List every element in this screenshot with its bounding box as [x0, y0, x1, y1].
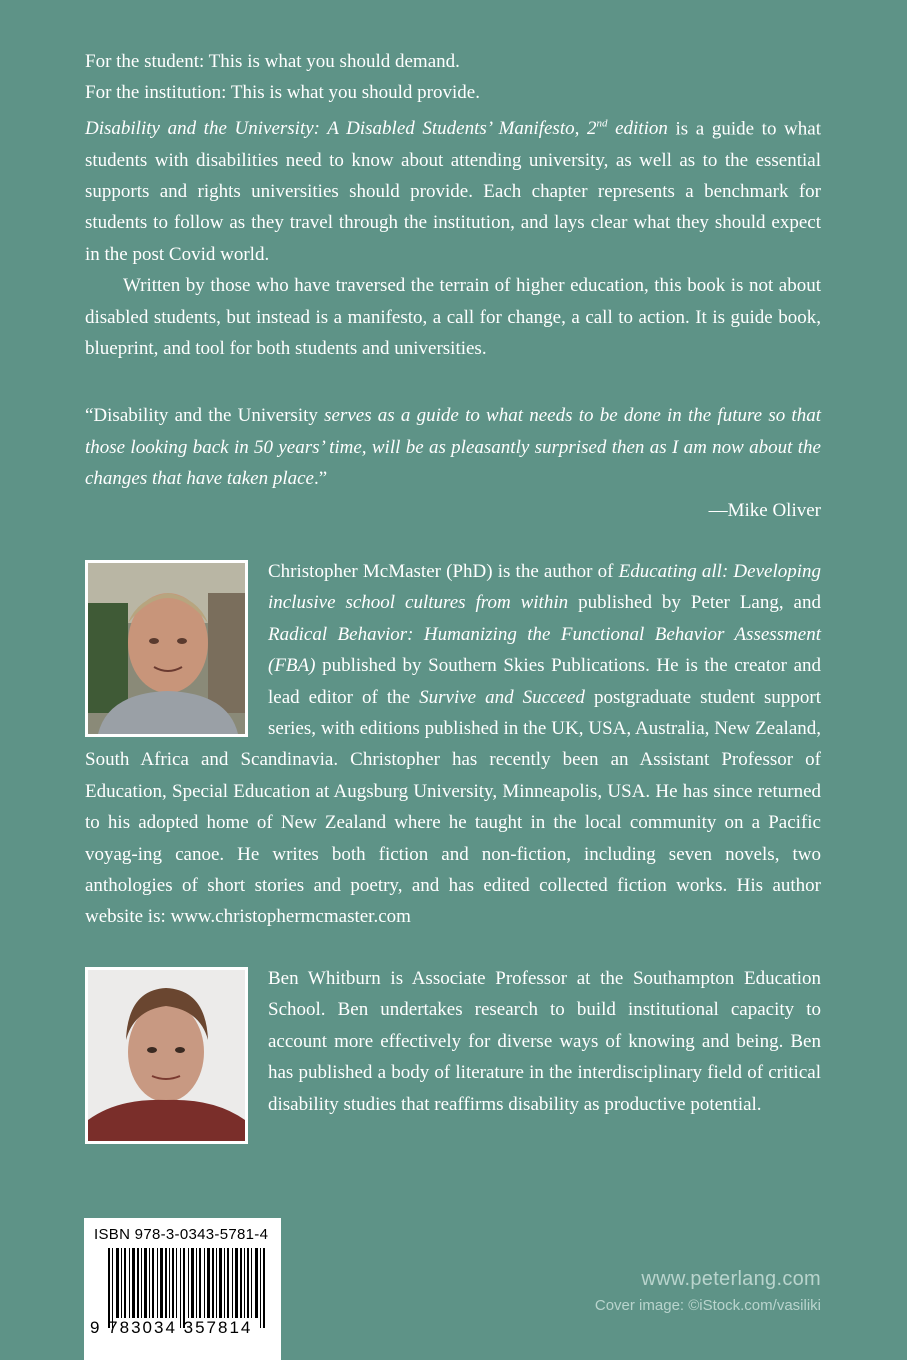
- manifesto-paragraph: Written by those who have traversed the terrain of higher education, this book is not about disabled students, but instead is a manifesto, a call for change, a call to action. It is guide book, blueprint, and tool for both students and universities.: [85, 275, 821, 359]
- author-bio-whitburn: [85, 963, 821, 1120]
- bio1-text-2: published by Peter Lang, and: [568, 592, 821, 614]
- author-bio-mcmaster: [85, 556, 821, 933]
- book-title-text: Disability and the University: A Disabled Students’ Manifesto, 2: [85, 118, 597, 140]
- bio1-title-radical: Radical Behavior: Humanizing the Functional Behavior Assessment (FBA): [268, 623, 821, 677]
- bio1-text-1: Christopher McMaster (PhD) is the author of: [268, 561, 619, 583]
- quote-open: “Disability and the University: [85, 405, 325, 427]
- quote-italic: serves as a guide to what needs to be done in the future so that those looking back in 50 years’ time, will be as pleasantly surprised then as I am now about the changes that have taken place: [85, 405, 821, 490]
- bio1-title-educating: Educating all: Developing inclusive school cultures from within: [268, 561, 822, 614]
- cover-image-credit: Cover image: ©iStock.com/vasiliki: [594, 1297, 821, 1314]
- barcode-digits: 9 783034 357814: [90, 1318, 253, 1337]
- book-title: [85, 118, 668, 139]
- bio1-title-survive: Survive and Succeed: [419, 686, 585, 708]
- portrait-whitburn-image: [88, 970, 245, 1141]
- isbn-barcode: [84, 1218, 281, 1360]
- quote-close: .”: [313, 468, 328, 490]
- quote-attribution: —Mike Oliver: [708, 499, 821, 521]
- bio1-text-4: postgraduate student support series, with editions published in the UK, USA, Australia, New Zealand, South Africa and Scandinavia. Christopher has recently been an Assistant Professor of Education, Special Education at Augsburg University, Minneapolis, USA. He has since returned to his adopted home of New Zealand where he taught in the local community on a Pacific voyag-ing canoe. He writes both fiction and non-fiction, including seven novels, two anthologies of short stories and poetry, and has edited collected fiction works. His author website is: www.christophermcmaster.com: [85, 686, 821, 928]
- back-cover-text: [85, 46, 821, 1148]
- intro-paragraph-rest: is a guide to what students with disabilities need to know about attending university, as well as to the essential supports and rights universities should provide. Each chapter represents a benchmark for students to follow as they travel through the institution, and lays clear what they should expect in the post Covid world.: [85, 118, 821, 265]
- edition-word: edition: [607, 118, 668, 140]
- intro-line-institution: For the institution: This is what you should provide.: [85, 82, 480, 104]
- publisher-website[interactable]: www.peterlang.com: [641, 1268, 821, 1290]
- author-photo-mcmaster: [85, 560, 248, 737]
- intro-paragraph: [85, 109, 821, 270]
- author-photo-whitburn: [85, 967, 248, 1144]
- portrait-mcmaster-image: [88, 563, 245, 734]
- isbn-number: ISBN 978-3-0343-5781-4: [94, 1226, 269, 1243]
- bio1-text-3: published by Southern Skies Publications. He is the creator and lead editor of the: [268, 655, 821, 708]
- edition-superscript: nd: [596, 117, 608, 130]
- bio2-text: Ben Whitburn is Associate Professor at the Southampton Education School. Ben undertakes research to build institutional capacity to account more effectively for diverse ways of knowing and being. Ben has published a body of literature in the interdisciplinary field of critical disability studies that reaffirms disability as productive potential.: [268, 967, 821, 1115]
- intro-line-student: For the student: This is what you should demand.: [85, 51, 460, 72]
- publisher-info: [595, 1268, 821, 1314]
- endorsement-quote: [85, 400, 821, 494]
- barcode-bars-image: [108, 1248, 270, 1328]
